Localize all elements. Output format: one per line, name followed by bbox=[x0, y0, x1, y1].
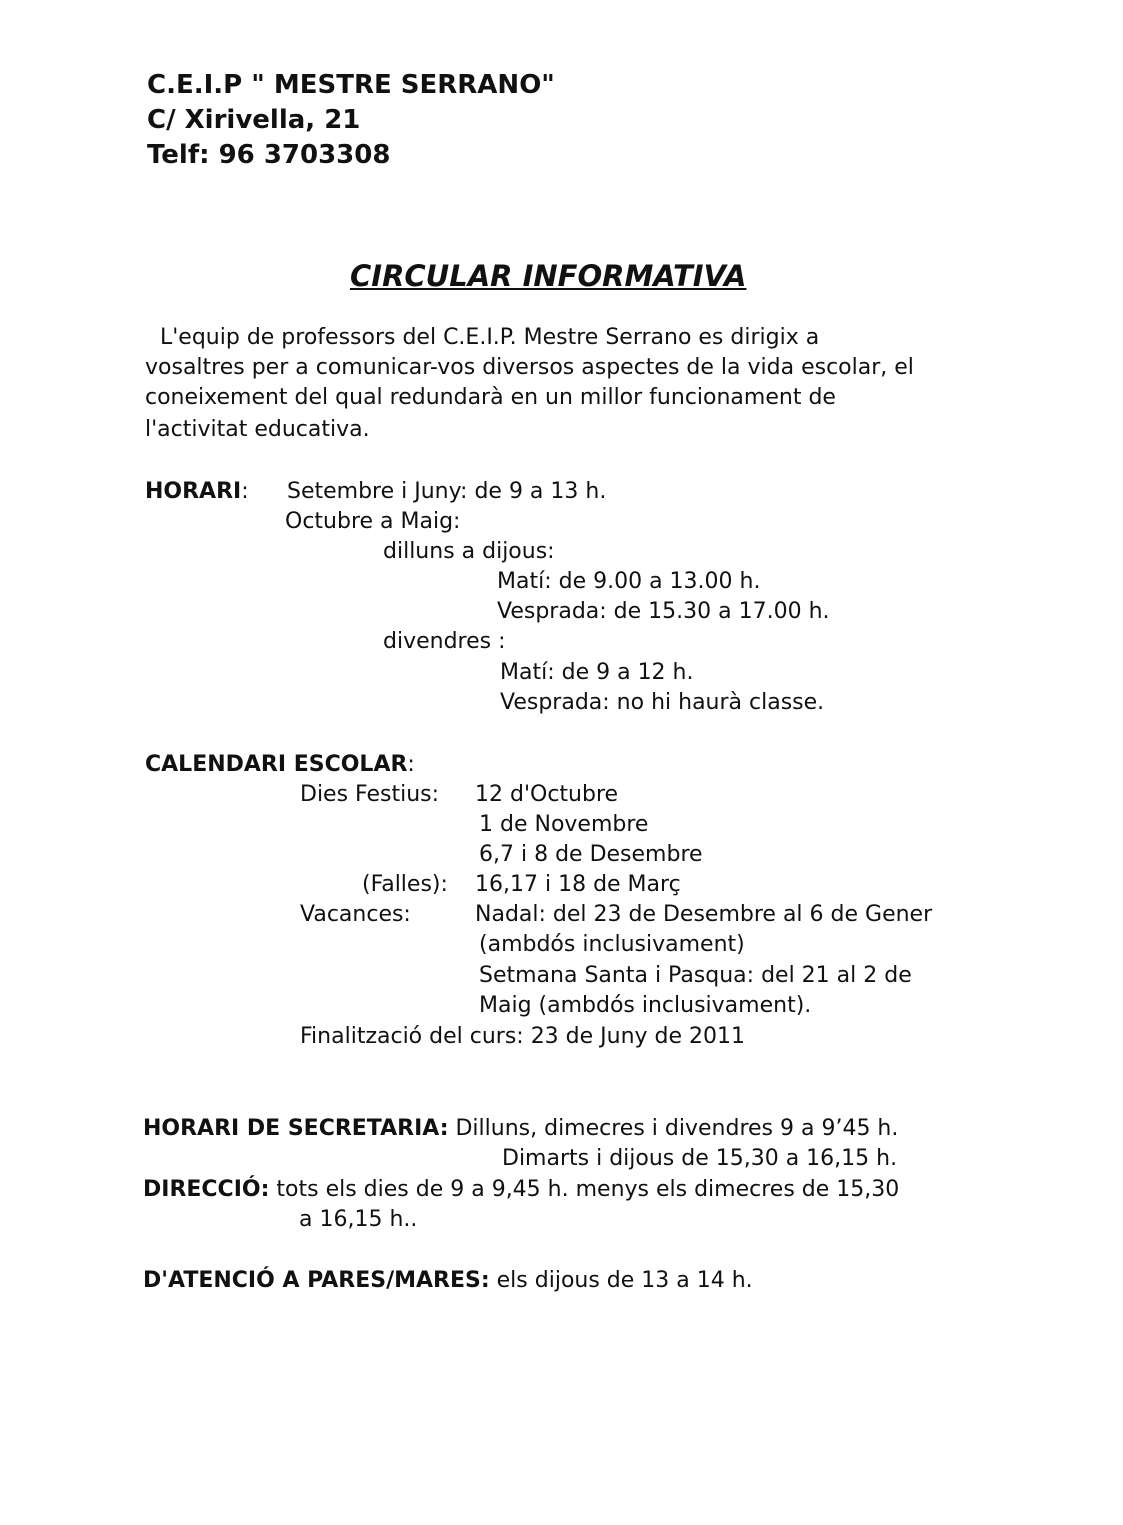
intro-line: l'activitat educativa. bbox=[145, 417, 370, 442]
colon: : bbox=[241, 479, 249, 504]
direccio-hours: tots els dies de 9 a 9,45 h. menys els dimecres de 15,30 bbox=[269, 1177, 900, 1202]
holidays-label: Dies Festius: bbox=[300, 782, 440, 807]
holiday-item: 6,7 i 8 de Desembre bbox=[479, 842, 703, 867]
vacances-line: Nadal: del 23 de Desembre al 6 de Gener bbox=[475, 902, 933, 927]
calendari-heading bbox=[145, 750, 415, 780]
secretaria-hours: Dilluns, dimecres i divendres 9 a 9’45 h. bbox=[448, 1116, 899, 1141]
school-phone: Telf: 96 3703308 bbox=[147, 140, 391, 170]
horari-mon-thu-afternoon: Vesprada: de 15.30 a 17.00 h. bbox=[497, 599, 830, 624]
direccio-line bbox=[143, 1175, 899, 1205]
horari-mon-thu: dilluns a dijous: bbox=[383, 539, 555, 564]
horari-friday-morning: Matí: de 9 a 12 h. bbox=[500, 660, 694, 685]
vacances-label: Vacances: bbox=[300, 902, 411, 927]
horari-label: HORARI bbox=[145, 479, 242, 504]
horari-friday: divendres : bbox=[383, 629, 506, 654]
colon: : bbox=[407, 752, 415, 777]
secretaria-line bbox=[143, 1114, 898, 1144]
direccio-hours-2: a 16,15 h.. bbox=[299, 1207, 418, 1232]
school-address: C/ Xirivella, 21 bbox=[147, 105, 361, 135]
atencio-line bbox=[143, 1266, 753, 1296]
vacances-line: Maig (ambdós inclusivament). bbox=[479, 993, 812, 1018]
horari-sept-june: Setembre i Juny: de 9 a 13 h. bbox=[287, 479, 607, 504]
falles-dates: 16,17 i 18 de Març bbox=[475, 872, 681, 897]
school-name: C.E.I.P " MESTRE SERRANO" bbox=[147, 70, 555, 100]
course-end: Finalització del curs: 23 de Juny de 2011 bbox=[300, 1024, 746, 1049]
falles-label: (Falles): bbox=[362, 872, 448, 897]
secretaria-label: HORARI DE SECRETARIA: bbox=[143, 1116, 449, 1141]
horari-heading bbox=[145, 477, 249, 507]
intro-line: vosaltres per a comunicar-vos diversos aspectes de la vida escolar, el bbox=[145, 355, 914, 380]
horari-oct-may: Octubre a Maig: bbox=[285, 509, 461, 534]
horari-mon-thu-morning: Matí: de 9.00 a 13.00 h. bbox=[497, 569, 761, 594]
intro-line: L'equip de professors del C.E.I.P. Mestre Serrano es dirigix a bbox=[160, 325, 820, 350]
vacances-line: Setmana Santa i Pasqua: del 21 al 2 de bbox=[479, 963, 912, 988]
atencio-hours: els dijous de 13 a 14 h. bbox=[489, 1268, 753, 1293]
secretaria-hours-2: Dimarts i dijous de 15,30 a 16,15 h. bbox=[502, 1146, 898, 1171]
holiday-item: 12 d'Octubre bbox=[475, 782, 619, 807]
horari-friday-afternoon: Vesprada: no hi haurà classe. bbox=[500, 690, 825, 715]
page-title: CIRCULAR INFORMATIVA bbox=[350, 259, 747, 293]
vacances-line: (ambdós inclusivament) bbox=[479, 932, 745, 957]
direccio-label: DIRECCIÓ: bbox=[143, 1177, 270, 1202]
atencio-label: D'ATENCIÓ A PARES/MARES: bbox=[143, 1268, 490, 1293]
calendari-label: CALENDARI ESCOLAR bbox=[145, 752, 408, 777]
intro-line: coneixement del qual redundarà en un millor funcionament de bbox=[145, 385, 836, 410]
holiday-item: 1 de Novembre bbox=[479, 812, 649, 837]
